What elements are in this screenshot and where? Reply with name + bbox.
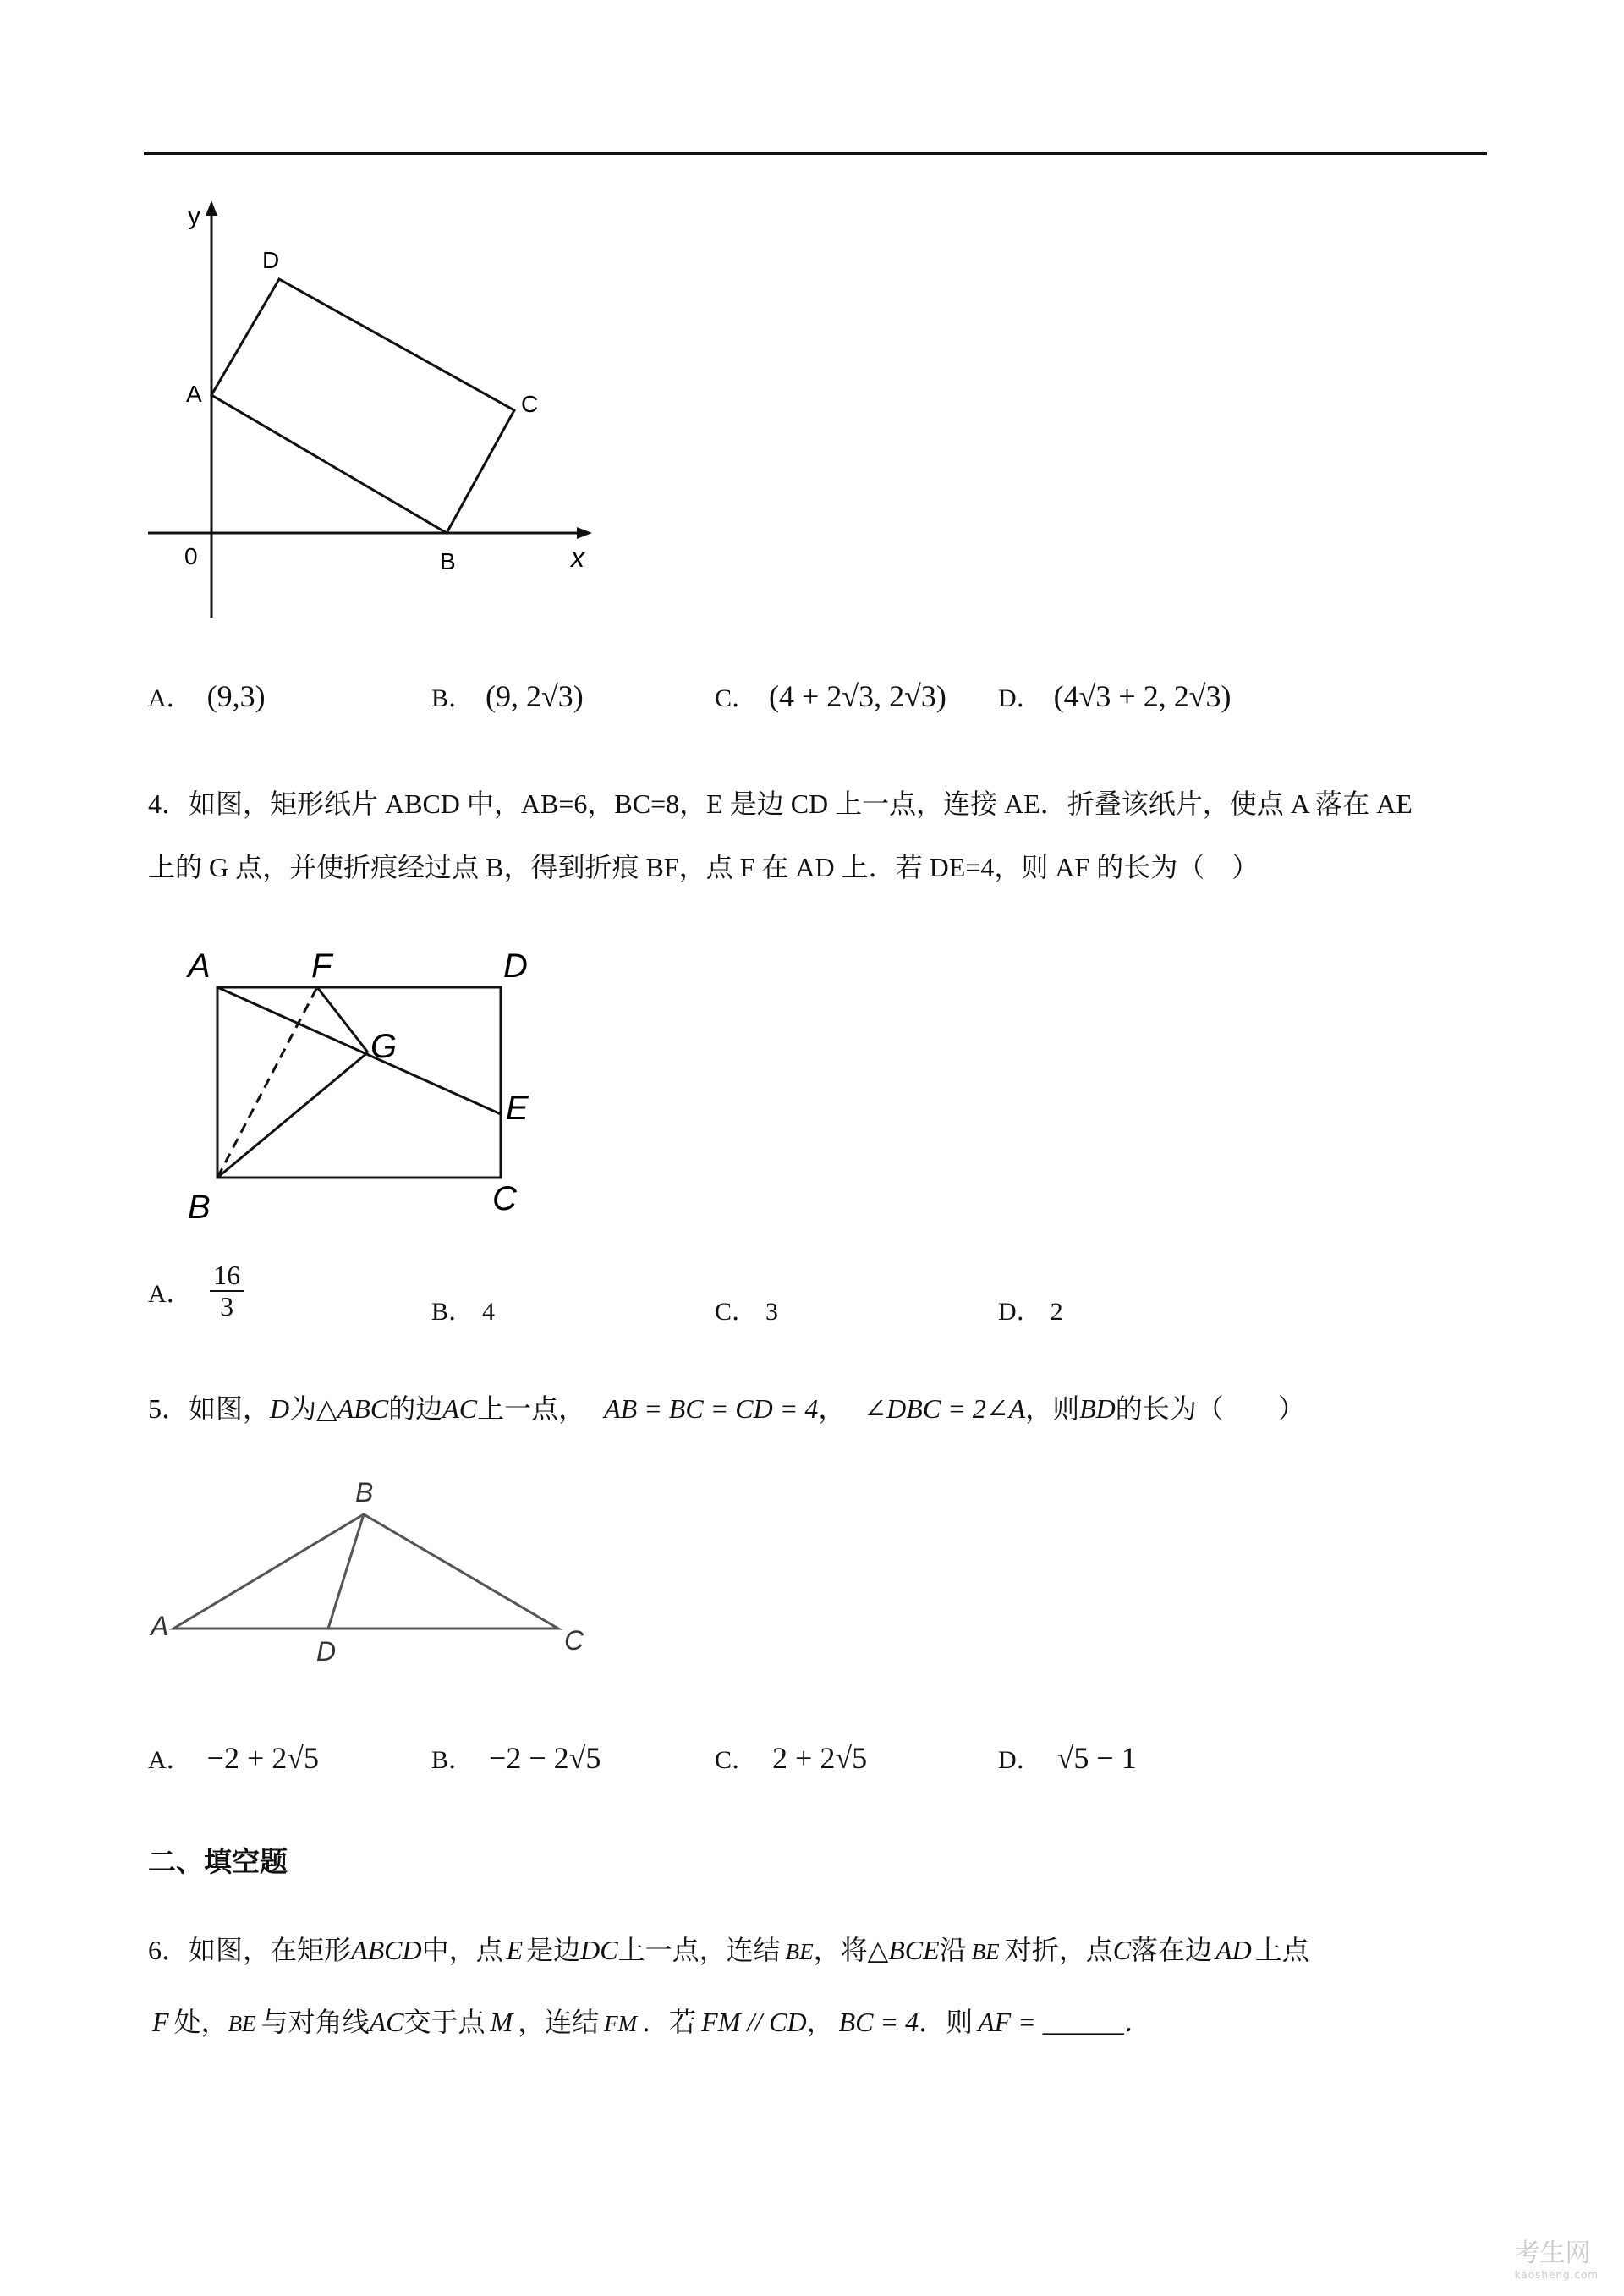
- fold-line-bf: [217, 987, 317, 1178]
- rectangle-abcd: [211, 279, 514, 533]
- q3-option-d: D． (4√3 + 2, 2√3): [998, 679, 1232, 713]
- q5-option-d: D． √5 − 1: [998, 1741, 1137, 1775]
- q5-option-b: B． −2 − 2√5: [431, 1741, 601, 1775]
- watermark: [1515, 2232, 1599, 2281]
- point-c-label: C: [564, 1625, 584, 1656]
- x-axis-label: x: [571, 542, 584, 573]
- point-a-label: A: [151, 1611, 169, 1641]
- x-axis-arrow: [577, 527, 592, 539]
- q3-option-c: C． (4 + 2√3, 2√3): [715, 679, 946, 713]
- section-title: 二、填空题: [148, 1845, 288, 1878]
- fraction: $\frac{16}{3}$: [210, 1261, 244, 1321]
- rectangle-abcd: [217, 987, 501, 1178]
- q4-option-c: C． 3: [715, 1298, 779, 1326]
- point-f-label: F: [311, 948, 332, 985]
- q5-stem: 5．如图，D为△ABC的边AC上一点， AB = BC = CD = 4， ∠DBC = 2∠A，则BD的长为（ ）: [148, 1393, 1305, 1424]
- q4-option-d: D． 2: [998, 1298, 1063, 1326]
- point-d-label: D: [316, 1636, 337, 1667]
- point-a-label: A: [188, 948, 211, 985]
- point-e-label: E: [506, 1090, 529, 1127]
- point-b-label: B: [440, 548, 456, 574]
- q3-figure: [135, 190, 609, 630]
- point-b-label: B: [355, 1477, 374, 1508]
- q5-option-c: C． 2 + 2√5: [715, 1741, 868, 1775]
- point-g-label: G: [370, 1028, 398, 1065]
- segment-bg: [217, 1052, 368, 1178]
- triangle-abc: [173, 1514, 558, 1629]
- y-axis-label: y: [188, 202, 200, 230]
- header-rule: [144, 152, 1487, 155]
- watermark-url: kaosheng.com: [1514, 2269, 1599, 2281]
- q4-figure: [178, 939, 558, 1227]
- q4-stem-line2: 上的 G 点，并使折痕经过点 B，得到折痕 BF，点 F 在 AD 上．若 DE=4，则 AF 的长为（ ）: [148, 852, 1259, 882]
- watermark-brand: 考生网: [1514, 2238, 1591, 2268]
- q4-stem-line1: 4．如图，矩形纸片 ABCD 中，AB=6，BC=8，E 是边 CD 上一点，连接 AE．折叠该纸片，使点 A 落在 AE: [148, 788, 1413, 819]
- point-a-label: A: [186, 381, 202, 407]
- point-b-label: B: [188, 1189, 211, 1226]
- q4-option-a: A． $\frac{16}{3}$: [148, 1261, 244, 1321]
- q6-stem-line2: F 处，BE 与对角线AC交于点 M ，连结 FM ．若 FM // CD， BC = 4．则 AF = ______．: [152, 2007, 1151, 2037]
- point-c-label: C: [492, 1180, 517, 1217]
- q6-stem-line1: 6．如图，在矩形ABCD中，点 E 是边DC上一点，连结 BE，将△BCE沿 BE 对折，点C落在边 AD 上点: [148, 1935, 1309, 1965]
- q5-figure: [144, 1472, 601, 1675]
- q5-option-a: A． −2 + 2√5: [148, 1741, 320, 1775]
- y-axis-arrow: [206, 200, 217, 216]
- q3-option-b: B． (9, 2√3): [431, 679, 584, 713]
- point-c-label: C: [521, 391, 539, 417]
- point-d-label: D: [262, 247, 280, 273]
- origin-label: 0: [184, 543, 198, 569]
- point-d-label: D: [503, 948, 528, 985]
- q4-option-b: B． 4: [431, 1298, 496, 1326]
- q3-option-a: A． (9,3): [148, 679, 266, 713]
